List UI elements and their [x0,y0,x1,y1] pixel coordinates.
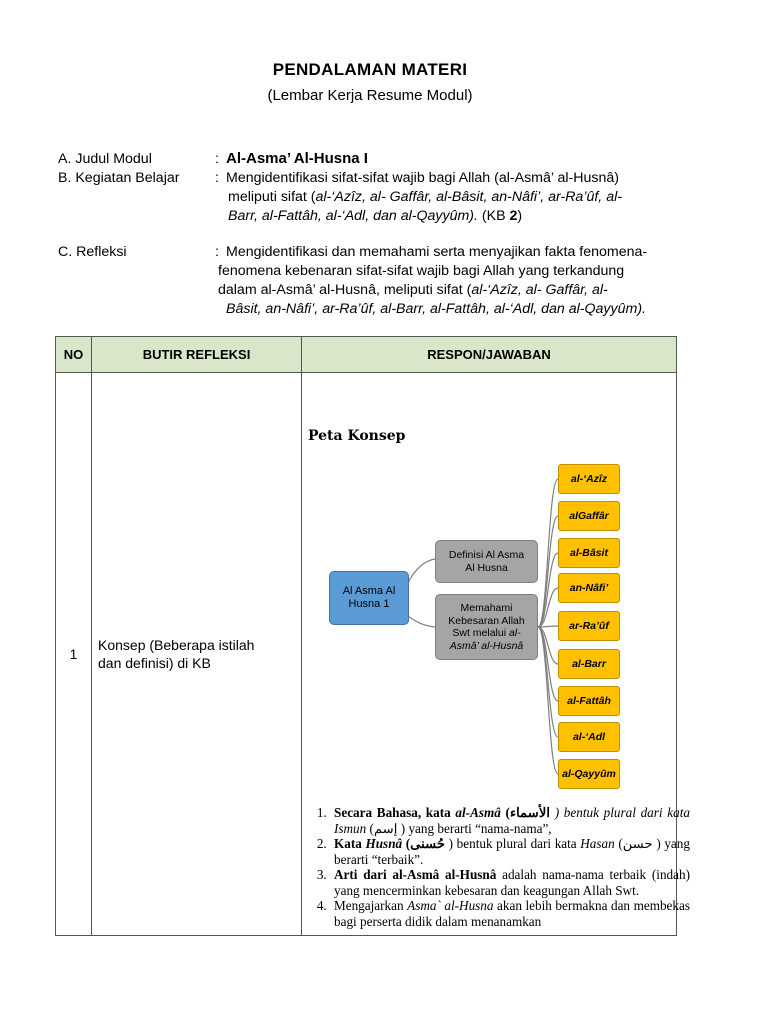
butir-refleksi-cell [92,373,302,936]
refleksi-label: C. Refleksi [58,244,127,260]
judul-modul-colon: : [215,151,219,167]
concept-leaf-an-nafi: an-Nâfi’ [558,573,620,603]
kb-line3-italic: Barr, al-Fattâh, al-‘Adl, dan al-Qayyûm). [228,208,478,224]
kegiatan-belajar-line1: Mengidentifikasi sifat-sifat wajib bagi Allah (al-Asmâ’ al-Husnâ) [226,170,619,186]
n1-after: ) bentuk plural dari kata [550,805,690,820]
page-subtitle: (Lembar Kerja Resume Modul) [267,87,473,104]
concept-leaf-al-basit: al-Bâsit [558,538,620,568]
n1-arabic: (الأسماء [500,805,551,820]
memahami-line3-pre: Swt melalui [452,627,509,639]
judul-modul-value: Al-Asma’ Al-Husna I [226,150,368,167]
memahami-line3-italic: al- [508,627,521,639]
n4-pre: Mengajarkan [334,898,408,913]
concept-leaf-al-barr: al-Barr [558,649,620,679]
definition-list [302,805,690,929]
peta-konsep-title: Peta Konsep [308,428,406,444]
concept-leaf-al-fattah: al-Fattâh [558,686,620,716]
kegiatan-belajar-line3 [228,207,522,226]
memahami-line2: Kebesaran Allah [448,614,525,627]
refleksi-line2: fenomena kebenaran sifat-sifat wajib bagi Allah yang terkandung [218,263,625,279]
n2-after: ) bentuk plural dari kata [445,836,581,851]
kb-line3-kb: (KB [477,208,510,224]
n1-bold: Secara Bahasa, kata [334,805,456,820]
list-item [330,867,690,898]
refleksi-colon: : [215,244,219,260]
n2-end: ) yang berarti “terbaik”. [334,836,690,867]
respon-content [302,373,690,935]
row-number: 1 [56,373,92,936]
n2-bold-italic: Husnâ [365,836,403,851]
refleksi-table [55,336,690,936]
connector-leaf-2 [538,516,558,627]
n3-bold: Arti dari al-Asmâ al-Husnâ [334,867,497,882]
connector-leaf-7 [538,627,558,701]
kb-line2-italic: al-‘Azîz, al- Gaffâr, al-Bâsit, an-Nâfi’, ar-Ra’ûf, al- [315,189,622,205]
kegiatan-belajar-colon: : [215,170,219,186]
table-header-row [56,337,677,373]
n4-italic: Asma` al-Husna [407,898,494,913]
refleksi-line1: Mengidentifikasi dan memahami serta menyajikan fakta fenomena- [226,244,648,260]
concept-leaf-al-qayyum: al-Qayyûm [558,759,620,789]
kegiatan-belajar-label: B. Kegiatan Belajar [58,170,180,186]
table-row [56,373,677,936]
n1-end: ) yang berarti “nama-nama”, [397,820,552,836]
concept-root-node: Al Asma Al Husna 1 [329,571,409,625]
concept-leaf-al-aziz: al-‘Azîz [558,464,620,494]
page-title: PENDALAMAN MATERI [272,60,468,79]
n2-hasan: Hasan [580,836,615,851]
n1-arabic2: (إسم [366,820,398,836]
kb-line2-pre: meliputi sifat ( [228,189,316,205]
header-butir-refleksi: BUTIR REFLEKSI [92,337,302,373]
concept-leaf-al-adl: al-‘Adl [558,722,620,752]
butir-line1: Konsep (Beberapa istilah [98,637,255,653]
connector-leaf-1 [538,479,558,627]
refleksi-line3-pre: dalam al-Asmâ’ al-Husnâ, meliputi sifat ( [218,282,472,298]
refleksi-line4: Bâsit, an-Nâfi’, ar-Ra’ûf, al-Barr, al-Fattâh, al-‘Adl, dan al-Qayyûm). [226,301,646,317]
n2-arabic: (حُسنى [402,836,446,851]
header-no: NO [56,337,92,373]
n2-bold: Kata [334,836,366,851]
list-item [330,805,690,836]
kegiatan-belajar-line2 [228,188,622,207]
memahami-line1: Memahami [460,602,513,614]
header-respon-jawaban: RESPON/JAWABAN [302,337,677,373]
butir-line2: dan definisi) di KB [98,655,211,671]
n3-rest: adalah nama-nama terbaik (indah) yang mencerminkan kebesaran dan keagungan Allah Swt. [334,867,690,898]
n2-arabic2: (حسن [614,836,653,851]
memahami-line4: Asmâ’ al-Husnâ [449,639,524,652]
connector-leaf-9 [538,627,558,774]
concept-definisi-node: Definisi Al Asma Al Husna [435,540,538,583]
kb-line3-end: ) [517,208,523,224]
judul-modul-label: A. Judul Modul [58,151,152,167]
respon-cell [302,373,690,936]
list-item [330,898,690,929]
n4-rest: akan lebih bermakna dan membekas bagi perserta didik dalam menanamkan [334,898,690,929]
concept-leaf-ar-rauf: ar-Ra’ûf [558,611,620,641]
kb-number: 2 [509,208,518,224]
refleksi-line3 [218,281,608,300]
memahami-line3 [452,627,520,640]
concept-leaf-algaffar: alGaffâr [558,501,620,531]
refleksi-line3-italic: al-‘Azîz, al- Gaffâr, al- [471,282,608,298]
concept-memahami-node [435,594,538,660]
list-item [330,836,690,867]
n1-ismun: Ismun [334,820,367,836]
n1-bold-italic: al-Asmâ [455,805,501,820]
